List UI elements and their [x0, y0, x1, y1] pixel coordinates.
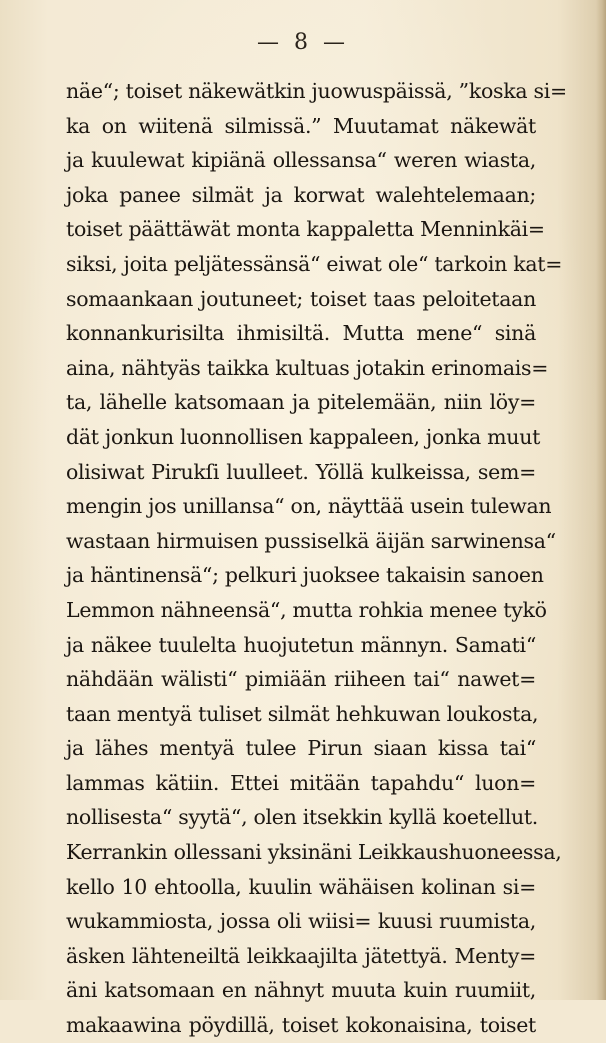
page-number: — 8 —: [257, 30, 349, 55]
text-line: mengin jos unillansa“ on, näyttää usein tulewan: [66, 494, 552, 519]
text-line: aina, nähtyäs taikka kultuas jotakin erinomais=: [66, 355, 549, 380]
text-line: nollisesta“ syytä“, olen itsekkin kyllä koetellut.: [66, 805, 539, 830]
text-line: dät jonkun luonnollisen kappaleen, jonka muut: [66, 424, 541, 449]
body-text: [66, 74, 567, 1043]
text-line: somaankaan joutuneet; toiset taas peloitetaan: [66, 286, 536, 311]
text-line: ja näkee tuulelta huojutetun männyn. Samati“: [66, 632, 536, 657]
text-line: Kerrankin ollessani yksinäni Leikkaushuoneessa,: [66, 840, 562, 865]
text-line: Lemmon nähneensä“, mutta rohkia menee tykö: [66, 597, 547, 622]
text-line: ja lähes mentyä tulee Pirun siaan kissa tai“: [66, 736, 536, 761]
text-line: taan mentyä tuliset silmät hehkuwan loukosta,: [66, 701, 539, 726]
text-line: ja häntinensä“; pelkuri juoksee takaisin sanoen: [66, 563, 544, 588]
text-line: ka on wiitenä silmissä.” Muutamat näkewät: [66, 113, 536, 138]
text-line: toiset päättäwät monta kappaletta Menninkäi=: [66, 217, 545, 242]
text-line: näe“; toiset näkewätkin juowuspäissä, ”koska si=: [66, 79, 567, 103]
page-edge-shadow: [596, 0, 606, 1000]
text-line: wastaan hirmuisen pussiselkä äijän sarwinensa“: [66, 528, 556, 553]
text-line: siksi, joita peljätessänsä“ eiwat ole“ tarkoin kat=: [66, 251, 563, 276]
text-line: konnankurisilta ihmisiltä. Mutta mene“ sinä: [66, 321, 536, 346]
text-line: äni katsomaan en nähnyt muuta kuin ruumiit,: [66, 978, 536, 1003]
text-line: nähdään wälisti“ pimiään riiheen tai“ nawet=: [66, 667, 536, 692]
text-line: ta, lähelle katsomaan ja pitelemään, niin löy=: [66, 390, 536, 415]
text-line: kello 10 ehtoolla, kuulin wähäisen kolinan si=: [66, 874, 536, 899]
text-line: lammas kätiin. Ettei mitään tapahdu“ luon=: [66, 770, 536, 795]
text-line: joka panee silmät ja korwat walehtelemaan;: [66, 182, 536, 207]
text-line: wukammiosta, jossa oli wiisi= kuusi ruumista,: [66, 909, 536, 934]
text-line: äsken lähteneiltä leikkaajilta jätettyä. Menty=: [66, 943, 536, 968]
text-line: makaawina pöydillä, toiset kokonaisina, toiset: [66, 1013, 536, 1038]
text-line: ja kuulewat kipiänä ollessansa“ weren wiasta,: [66, 148, 536, 173]
text-line: olisiwat Pirukſi luulleet. Yöllä kulkeissa, sem=: [66, 459, 536, 484]
